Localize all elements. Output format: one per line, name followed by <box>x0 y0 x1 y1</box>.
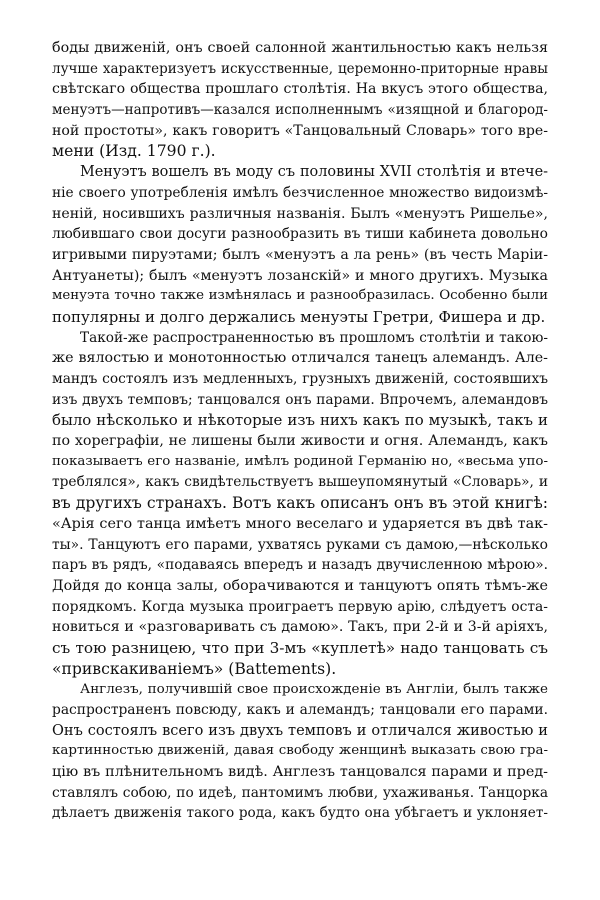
text-line: свѣтскаго общества прошлаго столѣтія. На вкусъ этого общества, <box>52 81 548 98</box>
text-line: съ тою разницею, что при 3-мъ «куплетѣ» надо танцовать съ <box>52 638 548 657</box>
text-line: ніе своего употребленія имѣлъ безчисленное множество видоизмѣ- <box>52 184 548 201</box>
text-line: распространенъ повсюду, какъ и алемандъ; танцовали его парами. <box>52 702 548 718</box>
text-line: треблялся», какъ свидѣтельствуетъ вышеупомянутый «Словарь», и <box>52 474 548 491</box>
paragraph-start-line: Такой-же распространенностью въ прошломъ столѣтіи и такою- <box>80 329 548 346</box>
paragraph-start-line: Англезъ, получившій свое происхожденіе въ Англіи, былъ также <box>80 681 548 698</box>
text-line: порядкомъ. Когда музыка проиграетъ первую арію, слѣдуетъ оста- <box>52 598 548 615</box>
text-line: мандъ состоялъ изъ медленныхъ, грузныхъ движеній, состоявшихъ <box>52 371 548 387</box>
text-line: цію въ плѣнительномъ видѣ. Англезъ танцовался парами и пред- <box>52 764 548 781</box>
text-line: мени (Изд. 1790 г.). <box>52 142 216 161</box>
text-line: по хореграфіи, не лишены были живости и огня. Алемандъ, какъ <box>52 433 548 450</box>
text-line: ставлялъ собою, по идеѣ, пантомимъ любви, ухаживанья. Танцорка <box>52 784 548 801</box>
text-line: игривыми пируэтами; былъ «менуэтъ а ла рень» (въ честь Маріи- <box>52 246 548 263</box>
text-line: новиться и «разговаривать съ дамою». Такъ, при 2-й и 3-й аріяхъ, <box>52 619 548 636</box>
text-line: въ другихъ странахъ. Вотъ какъ описанъ онъ въ этой книгѣ: <box>52 494 548 513</box>
text-line: же вялостью и монотонностью отличался танецъ алемандъ. Але- <box>52 350 548 367</box>
text-line: «Арія сего танца имѣетъ много веселаго и ударяется въ двѣ так- <box>52 515 548 532</box>
text-line: лучше характеризуетъ искусственные, церемонно-приторные нравы <box>52 60 548 77</box>
text-line: картинностью движеній, давая свободу женщинѣ выказать свою гра- <box>52 743 548 759</box>
text-line: ты». Танцуютъ его парами, ухватясь руками съ дамою,—нѣсколько <box>52 536 548 553</box>
text-line: популярны и долго держались менуэты Гретри, Фишера и др. <box>52 307 546 326</box>
text-line: изъ двухъ темповъ; танцовался онъ парами. Впрочемъ, алемандовъ <box>52 391 548 408</box>
text-line: любившаго свои досуги разнообразить въ тиши кабинета довольно <box>52 226 548 243</box>
text-line: паръ въ рядъ, «подаваясь впередъ и назадъ двучисленною мѣрою». <box>52 557 548 574</box>
text-line: «привскакиваніемъ» (Battements). <box>52 659 337 678</box>
text-line: неній, носившихъ различныя названія. Былъ «менуэтъ Ришелье», <box>52 205 548 222</box>
text-line: дѣлаетъ движенія такого рода, какъ будто она убѣгаетъ и уклоняет- <box>52 805 548 822</box>
text-line: Антуанеты); былъ «менуэтъ лозанскій» и много другихъ. Музыка <box>52 267 548 284</box>
paragraph-start-line: Менуэтъ вошелъ въ моду съ половины XVII столѣтія и втече- <box>80 164 548 181</box>
text-line: было нѣсколько и нѣкоторые изъ нихъ какъ по музыкѣ, такъ и <box>52 411 548 430</box>
text-line: Онъ состоялъ всего изъ двухъ темповъ и отличался живостью и <box>52 722 548 739</box>
text-line: ной простоты», какъ говоритъ «Танцовальный Словарь» того вре- <box>52 122 548 139</box>
text-line: показываетъ его названіе, имѣлъ родиной Германію но, «весьма упо- <box>52 453 548 469</box>
text-line: менуэта точно также измѣнялась и разнообразилась. Особенно были <box>52 288 548 304</box>
text-line: боды движеній, онъ своей салонной жантильностью какъ нельзя <box>52 40 548 56</box>
text-line: Дойдя до конца залы, оборачиваются и танцуютъ опять тѣмъ-же <box>52 577 548 594</box>
text-column <box>52 38 548 824</box>
text-line: менуэтъ—напротивъ—казался исполненнымъ «изящной и благород- <box>52 102 548 119</box>
